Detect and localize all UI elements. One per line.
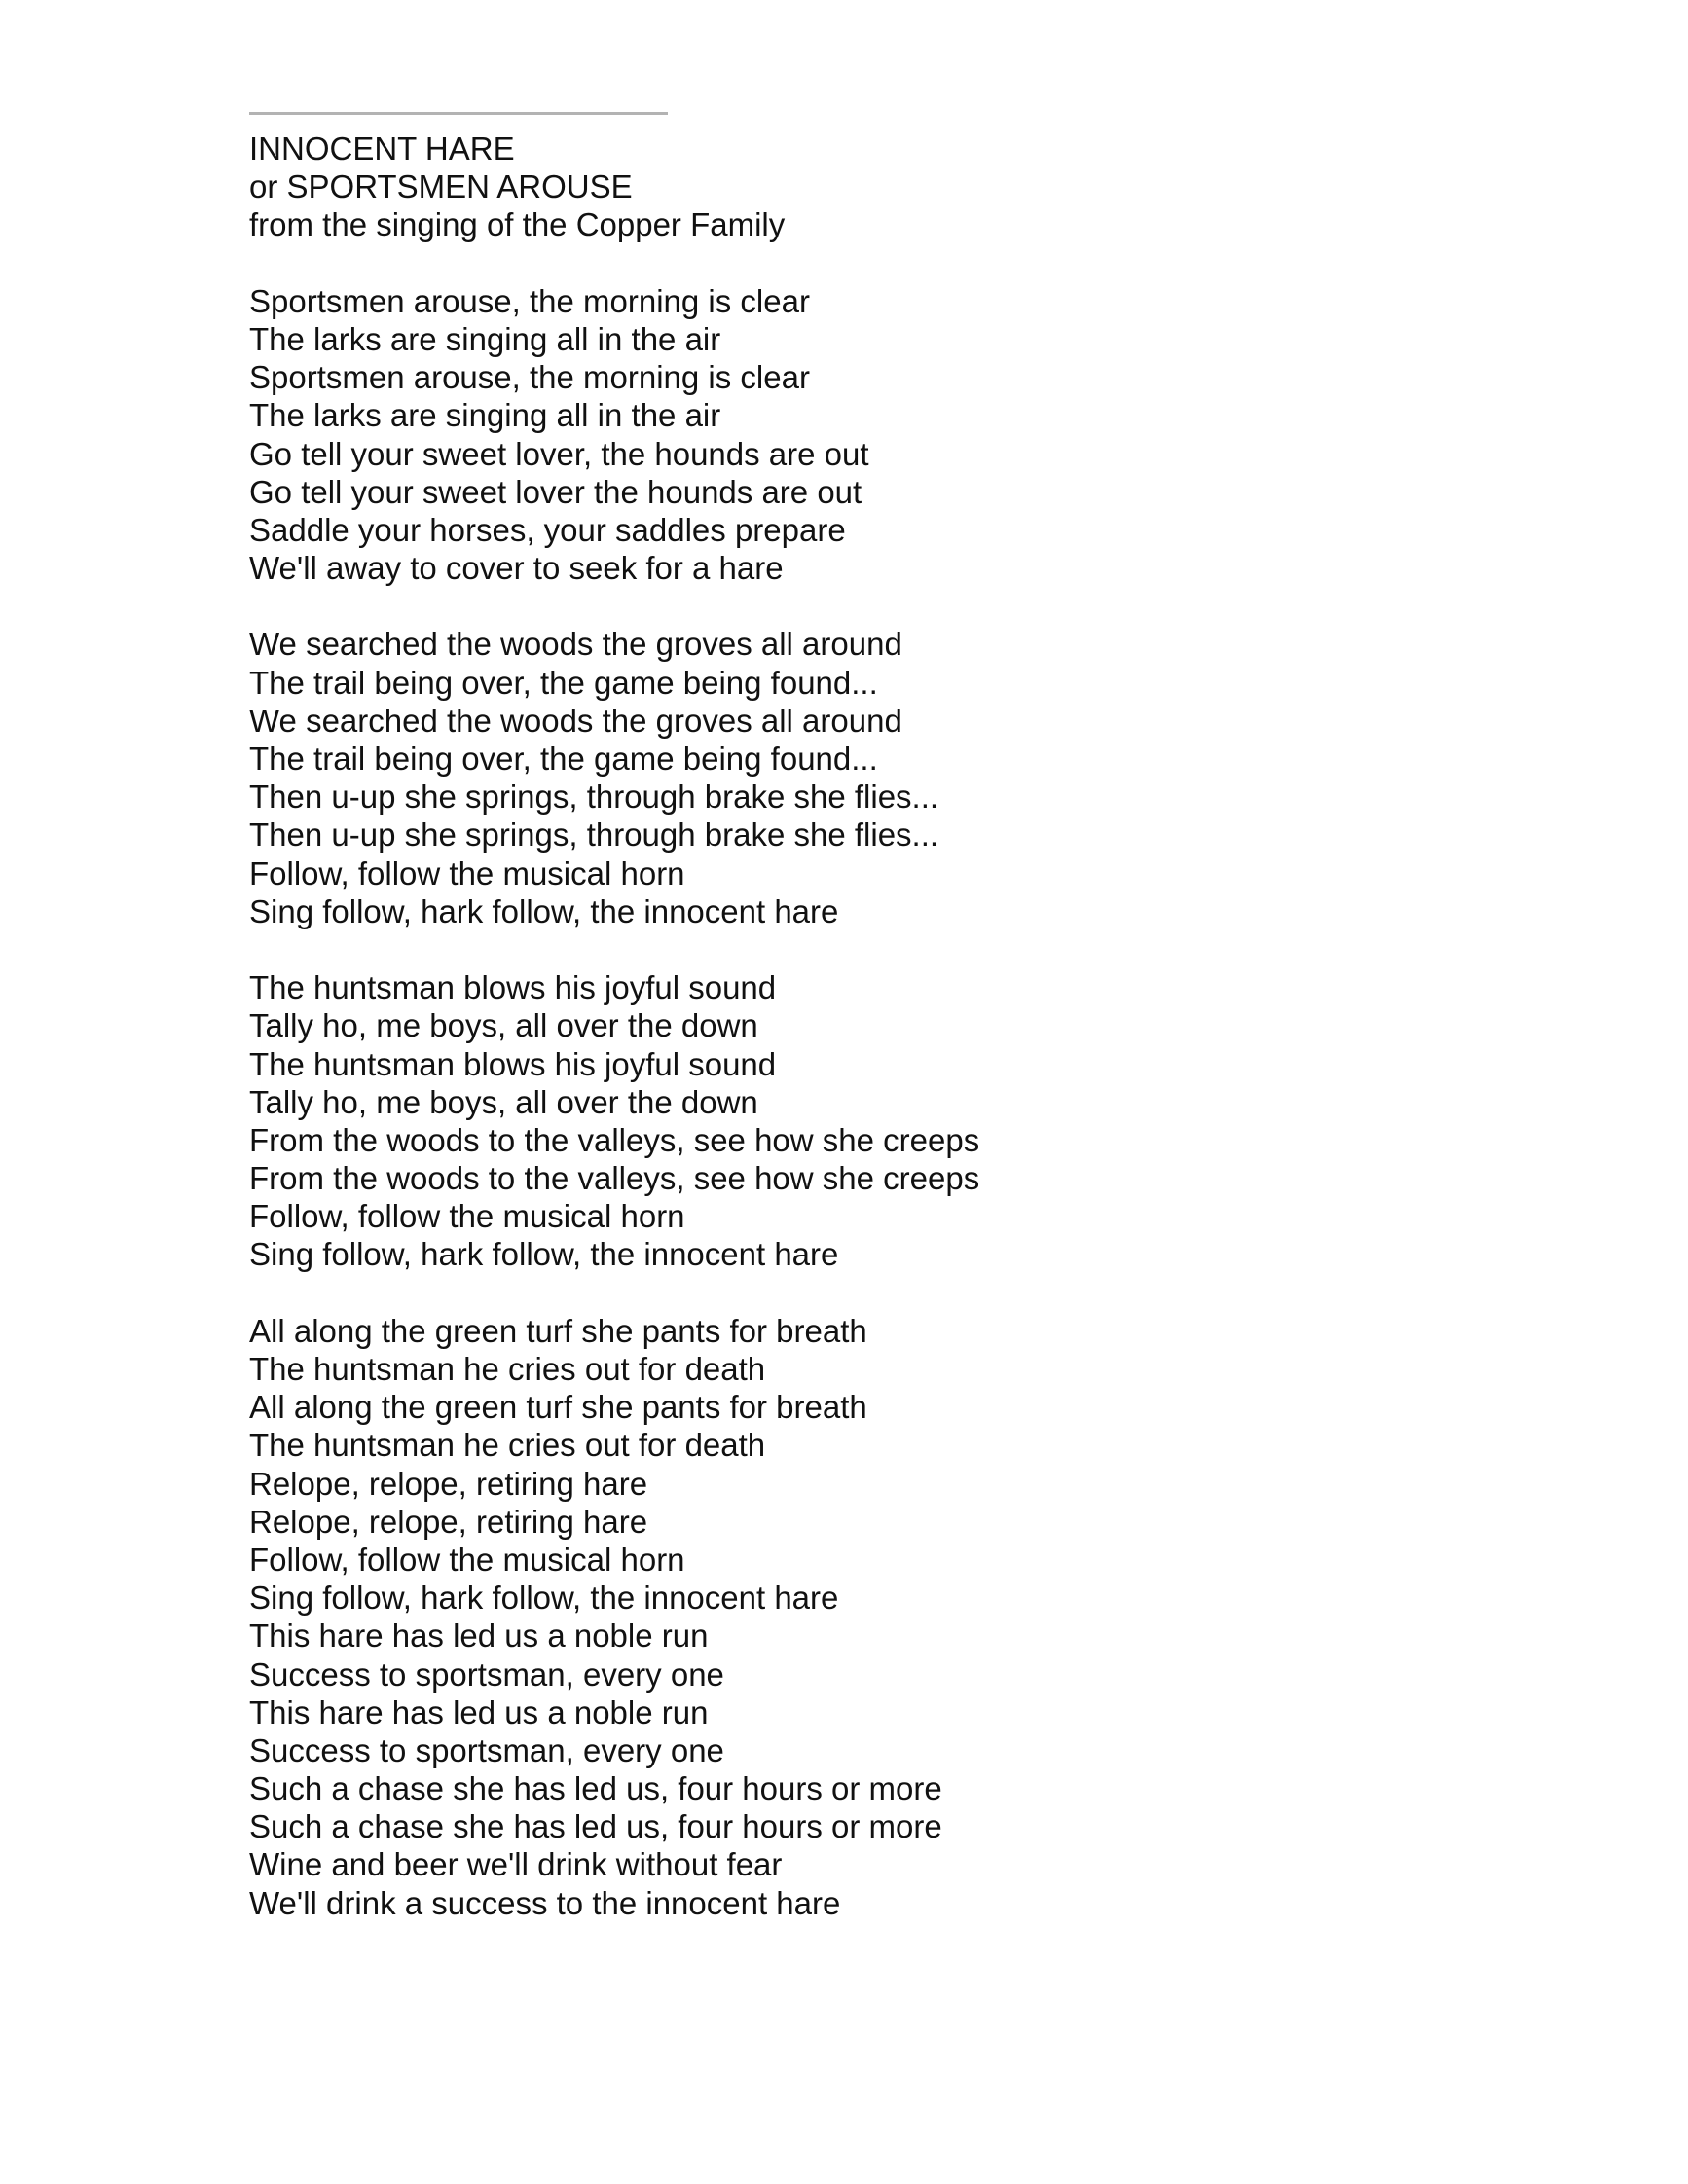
lyric-line: Relope, relope, retiring hare — [249, 1503, 648, 1540]
spacer — [249, 244, 1515, 282]
lyric-line: Wine and beer we'll drink without fear — [249, 1846, 783, 1883]
lyric-line: Sing follow, hark follow, the innocent hare — [249, 1580, 839, 1617]
lyric-line: The huntsman he cries out for death — [249, 1351, 766, 1387]
lyric-line: All along the green turf she pants for breath — [249, 1389, 867, 1426]
lyric-line: From the woods to the valleys, see how she creeps — [249, 1160, 980, 1197]
lyric-line: This hare has led us a noble run — [249, 1693, 709, 1730]
lyric-line: The huntsman blows his joyful sound — [249, 1045, 777, 1082]
stanza — [249, 625, 1515, 930]
lyric-line: From the woods to the valleys, see how she creeps — [249, 1121, 980, 1158]
lyric-line: Relope, relope, retiring hare — [249, 1465, 648, 1502]
lyric-line: Sportsmen arouse, the morning is clear — [249, 359, 810, 396]
lyric-line: Sportsmen arouse, the morning is clear — [249, 282, 810, 319]
stanza-gap — [249, 1274, 1515, 1312]
song-header — [249, 129, 1515, 244]
lyric-line: Follow, follow the musical horn — [249, 1541, 685, 1578]
lyric-line: Follow, follow the musical horn — [249, 1198, 685, 1235]
lyric-line: The trail being over, the game being found... — [249, 741, 878, 777]
song-alt-title: or SPORTSMEN AROUSE — [249, 168, 633, 205]
lyric-line: Sing follow, hark follow, the innocent hare — [249, 1236, 839, 1273]
lyric-line: The huntsman he cries out for death — [249, 1427, 766, 1464]
lyric-line: We searched the woods the groves all around — [249, 626, 902, 663]
stanza — [249, 1312, 1515, 1922]
lyric-line: Follow, follow the musical horn — [249, 855, 685, 892]
lyrics — [249, 282, 1515, 1922]
lyric-line: Tally ho, me boys, all over the down — [249, 1083, 758, 1120]
lyric-line: Sing follow, hark follow, the innocent hare — [249, 892, 839, 929]
song-title: INNOCENT HARE — [249, 130, 515, 166]
lyric-line: Saddle your horses, your saddles prepare — [249, 511, 846, 548]
lyric-line: The trail being over, the game being found... — [249, 664, 878, 701]
stanza — [249, 968, 1515, 1274]
lyric-line: All along the green turf she pants for breath — [249, 1312, 867, 1349]
lyric-line: We'll drink a success to the innocent hare — [249, 1884, 841, 1921]
header-rule — [249, 112, 668, 115]
lyric-line: Such a chase she has led us, four hours or more — [249, 1770, 942, 1807]
stanza-gap — [249, 587, 1515, 625]
lyric-line: Go tell your sweet lover, the hounds are out — [249, 435, 869, 472]
lyric-line: Tally ho, me boys, all over the down — [249, 1007, 758, 1044]
lyric-line: Success to sportsman, every one — [249, 1656, 724, 1693]
lyric-line: Go tell your sweet lover the hounds are out — [249, 473, 862, 510]
lyric-line: Such a chase she has led us, four hours or more — [249, 1808, 942, 1845]
lyric-line: We'll away to cover to seek for a hare — [249, 550, 784, 587]
lyric-line: This hare has led us a noble run — [249, 1618, 709, 1655]
song-source: from the singing of the Copper Family — [249, 206, 786, 243]
stanza — [249, 282, 1515, 588]
lyric-line: The larks are singing all in the air — [249, 397, 721, 434]
lyric-line: The larks are singing all in the air — [249, 320, 721, 357]
stanza-gap — [249, 930, 1515, 968]
song-document — [249, 129, 1515, 1922]
lyric-line: The huntsman blows his joyful sound — [249, 969, 777, 1006]
lyric-line: Then u-up she springs, through brake she flies... — [249, 779, 939, 816]
lyric-line: Success to sportsman, every one — [249, 1731, 724, 1768]
lyric-line: We searched the woods the groves all around — [249, 702, 902, 739]
lyric-line: Then u-up she springs, through brake she flies... — [249, 817, 939, 854]
